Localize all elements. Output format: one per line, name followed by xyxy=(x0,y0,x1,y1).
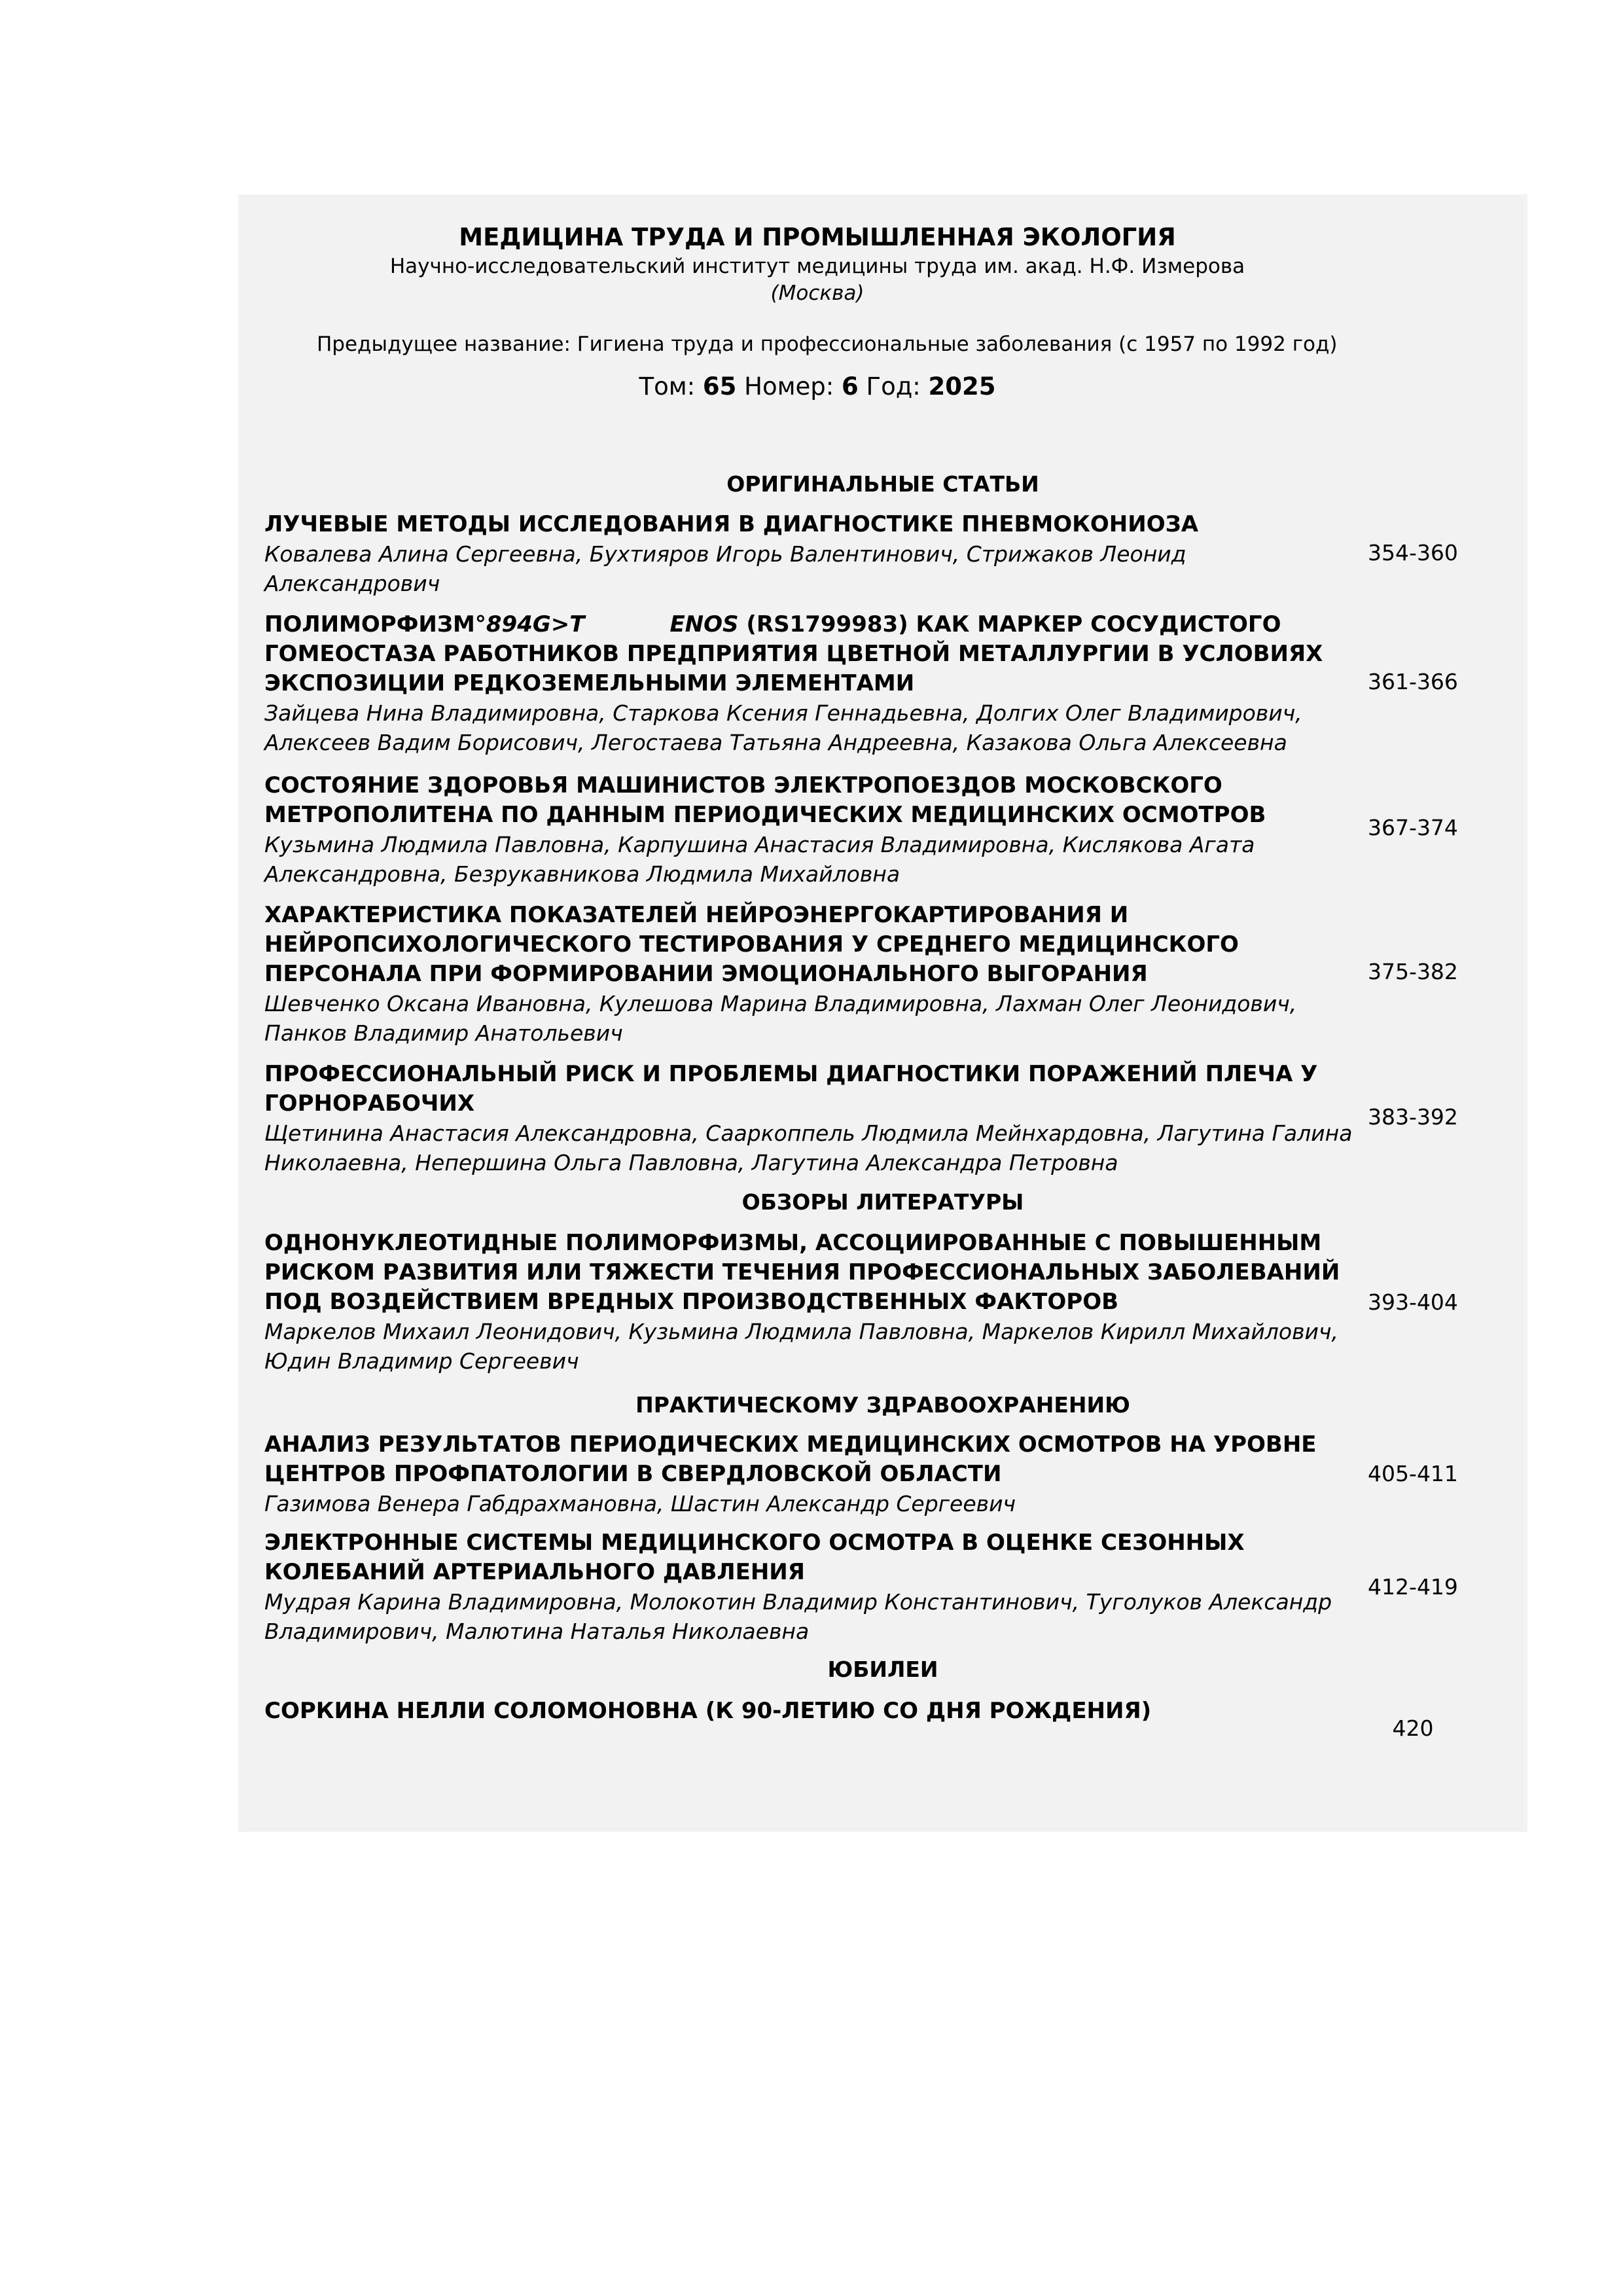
article-pages: 354-360 xyxy=(1368,540,1458,565)
article-entry[interactable] xyxy=(264,1528,1442,1646)
publisher-name: Научно-исследовательский институт медицины труда им. акад. Н.Ф. Измерова xyxy=(389,255,1245,278)
article-authors: Маркелов Михаил Леонидович, Кузьмина Людмила Павловна, Маркелов Кирилл Михайлович, Юдин Владимир Сергеевич xyxy=(264,1319,1338,1374)
previous-journal-name: Предыдущее название: Гигиена труда и профессиональные заболевания (с 1957 по 1992 год) xyxy=(317,332,1338,356)
article-title[interactable]: ПРОФЕССИОНАЛЬНЫЙ РИСК И ПРОБЛЕМЫ ДИАГНОСТИКИ ПОРАЖЕНИЙ ПЛЕЧА У ГОРНОРАБОЧИХ xyxy=(264,1061,1318,1117)
article-title[interactable]: ОДНОНУКЛЕОТИДНЫЕ ПОЛИМОРФИЗМЫ, АССОЦИИРОВАННЫЕ С ПОВЫШЕННЫМ РИСКОМ РАЗВИТИЯ ИЛИ ТЯЖЕСТИ ТЕЧЕНИЯ ПРОФЕССИОНАЛЬНЫХ ЗАБОЛЕВАНИЙ ПОД ВОЗДЕЙСТВИЕМ ВРЕДНЫХ ПРОИЗВОДСТВЕННЫХ ФАКТОРОВ xyxy=(264,1230,1340,1315)
article-title[interactable]: СОСТОЯНИЕ ЗДОРОВЬЯ МАШИНИСТОВ ЭЛЕКТРОПОЕЗДОВ МОСКОВСКОГО МЕТРОПОЛИТЕНА ПО ДАННЫМ ПЕРИОДИЧЕСКИХ МЕДИЦИНСКИХ ОСМОТРОВ xyxy=(264,772,1266,828)
article-entry[interactable] xyxy=(264,1060,1442,1177)
article-pages: 420 xyxy=(1392,1715,1434,1741)
number-label: Номер: xyxy=(744,372,834,401)
section-heading-reviews: ОБЗОРЫ ЛИТЕРАТУРЫ xyxy=(741,1189,1024,1215)
issue-info xyxy=(304,372,1331,401)
title-part: (RS1799983) КАК МАРКЕР СОСУДИСТОГО ГОМЕОСТАЗА РАБОТНИКОВ ПРЕДПРИЯТИЯ ЦВЕТНОЙ МЕТАЛЛУРГИИ В УСЛОВИЯХ ЭКСПОЗИЦИИ РЕДКОЗЕМЕЛЬНЫМИ ЭЛЕМЕНТАМИ xyxy=(264,611,1323,696)
article-title[interactable]: АНАЛИЗ РЕЗУЛЬТАТОВ ПЕРИОДИЧЕСКИХ МЕДИЦИНСКИХ ОСМОТРОВ НА УРОВНЕ ЦЕНТРОВ ПРОФПАТОЛОГИИ В СВЕРДЛОВСКОЙ ОБЛАСТИ xyxy=(264,1431,1317,1487)
title-part: ПОЛИМОРФИЗМ° xyxy=(264,611,486,637)
article-pages: 383-392 xyxy=(1368,1104,1458,1130)
year-label: Год: xyxy=(866,372,921,401)
article-title[interactable]: СОРКИНА НЕЛЛИ СОЛОМОНОВНА (К 90-ЛЕТИЮ СО ДНЯ РОЖДЕНИЯ) xyxy=(264,1698,1152,1724)
section-heading-jubilee: ЮБИЛЕИ xyxy=(827,1657,938,1682)
article-pages: 361-366 xyxy=(1368,669,1458,694)
article-authors: Мудрая Карина Владимировна, Молокотин Владимир Константинович, Туголуков Александр Владимирович, Малютина Наталья Николаевна xyxy=(264,1589,1332,1644)
section-heading-original: ОРИГИНАЛЬНЫЕ СТАТЬИ xyxy=(726,471,1039,497)
article-entry[interactable] xyxy=(264,610,1442,757)
article-pages: 375-382 xyxy=(1368,959,1458,984)
article-entry[interactable] xyxy=(264,1430,1442,1518)
section-heading-practical: ПРАКТИЧЕСКОМУ ЗДРАВООХРАНЕНИЮ xyxy=(635,1392,1130,1418)
volume-value: 65 xyxy=(702,372,737,401)
article-authors: Кузьмина Людмила Павловна, Карпушина Анастасия Владимировна, Кислякова Агата Александровна, Безрукавникова Людмила Михайловна xyxy=(264,832,1255,887)
article-entry[interactable] xyxy=(264,1229,1442,1376)
year-value: 2025 xyxy=(928,372,996,401)
article-entry[interactable] xyxy=(264,1696,1442,1726)
article-authors: Зайцева Нина Владимировна, Старкова Ксения Геннадьевна, Долгих Олег Владимирович, Алексеев Вадим Борисович, Легостаева Татьяна Андреевна, Казакова Ольга Алексеевна xyxy=(264,700,1302,755)
gene-name: ENOS xyxy=(669,611,739,637)
article-title[interactable]: ЭЛЕКТРОННЫЕ СИСТЕМЫ МЕДИЦИНСКОГО ОСМОТРА В ОЦЕНКЕ СЕЗОННЫХ КОЛЕБАНИЙ АРТЕРИАЛЬНОГО ДАВЛЕНИЯ xyxy=(264,1530,1245,1585)
article-entry[interactable] xyxy=(264,771,1442,889)
article-authors: Газимова Венера Габдрахмановна, Шастин Александр Сергеевич xyxy=(264,1491,1016,1516)
article-authors: Шевченко Оксана Ивановна, Кулешова Марина Владимировна, Лахман Олег Леонидович, Панков Владимир Анатольевич xyxy=(264,991,1297,1046)
volume-label: Том: xyxy=(639,372,696,401)
article-entry[interactable] xyxy=(264,510,1442,598)
article-authors: Ковалева Алина Сергеевна, Бухтияров Игорь Валентинович, Стрижаков Леонид Александрович xyxy=(264,541,1186,596)
article-entry[interactable] xyxy=(264,901,1442,1048)
table-of-contents-panel xyxy=(238,194,1527,1832)
article-pages: 405-411 xyxy=(1368,1461,1458,1486)
publisher-city: (Москва) xyxy=(770,281,865,305)
article-title[interactable] xyxy=(264,610,1351,698)
article-title[interactable]: ХАРАКТЕРИСТИКА ПОКАЗАТЕЛЕЙ НЕЙРОЭНЕРГОКАРТИРОВАНИЯ И НЕЙРОПСИХОЛОГИЧЕСКОГО ТЕСТИРОВАНИЯ У СРЕДНЕГО МЕДИЦИНСКОГО ПЕРСОНАЛА ПРИ ФОРМИРОВАНИИ ЭМОЦИОНАЛЬНОГО ВЫГОРАНИЯ xyxy=(264,902,1239,987)
article-title[interactable]: ЛУЧЕВЫЕ МЕТОДЫ ИССЛЕДОВАНИЯ В ДИАГНОСТИКЕ ПНЕВМОКОНИОЗА xyxy=(264,511,1199,537)
journal-title: МЕДИЦИНА ТРУДА И ПРОМЫШЛЕННАЯ ЭКОЛОГИЯ xyxy=(459,223,1176,251)
article-authors: Щетинина Анастасия Александровна, Сааркоппель Людмила Мейнхардовна, Лагутина Галина Николаевна, Непершина Ольга Павловна, Лагутина Александра Петровна xyxy=(264,1121,1353,1175)
article-pages: 367-374 xyxy=(1368,815,1458,840)
article-pages: 412-419 xyxy=(1368,1574,1458,1600)
article-pages: 393-404 xyxy=(1368,1289,1458,1315)
number-value: 6 xyxy=(842,372,859,401)
gene-variant: 894G>T xyxy=(486,611,585,637)
